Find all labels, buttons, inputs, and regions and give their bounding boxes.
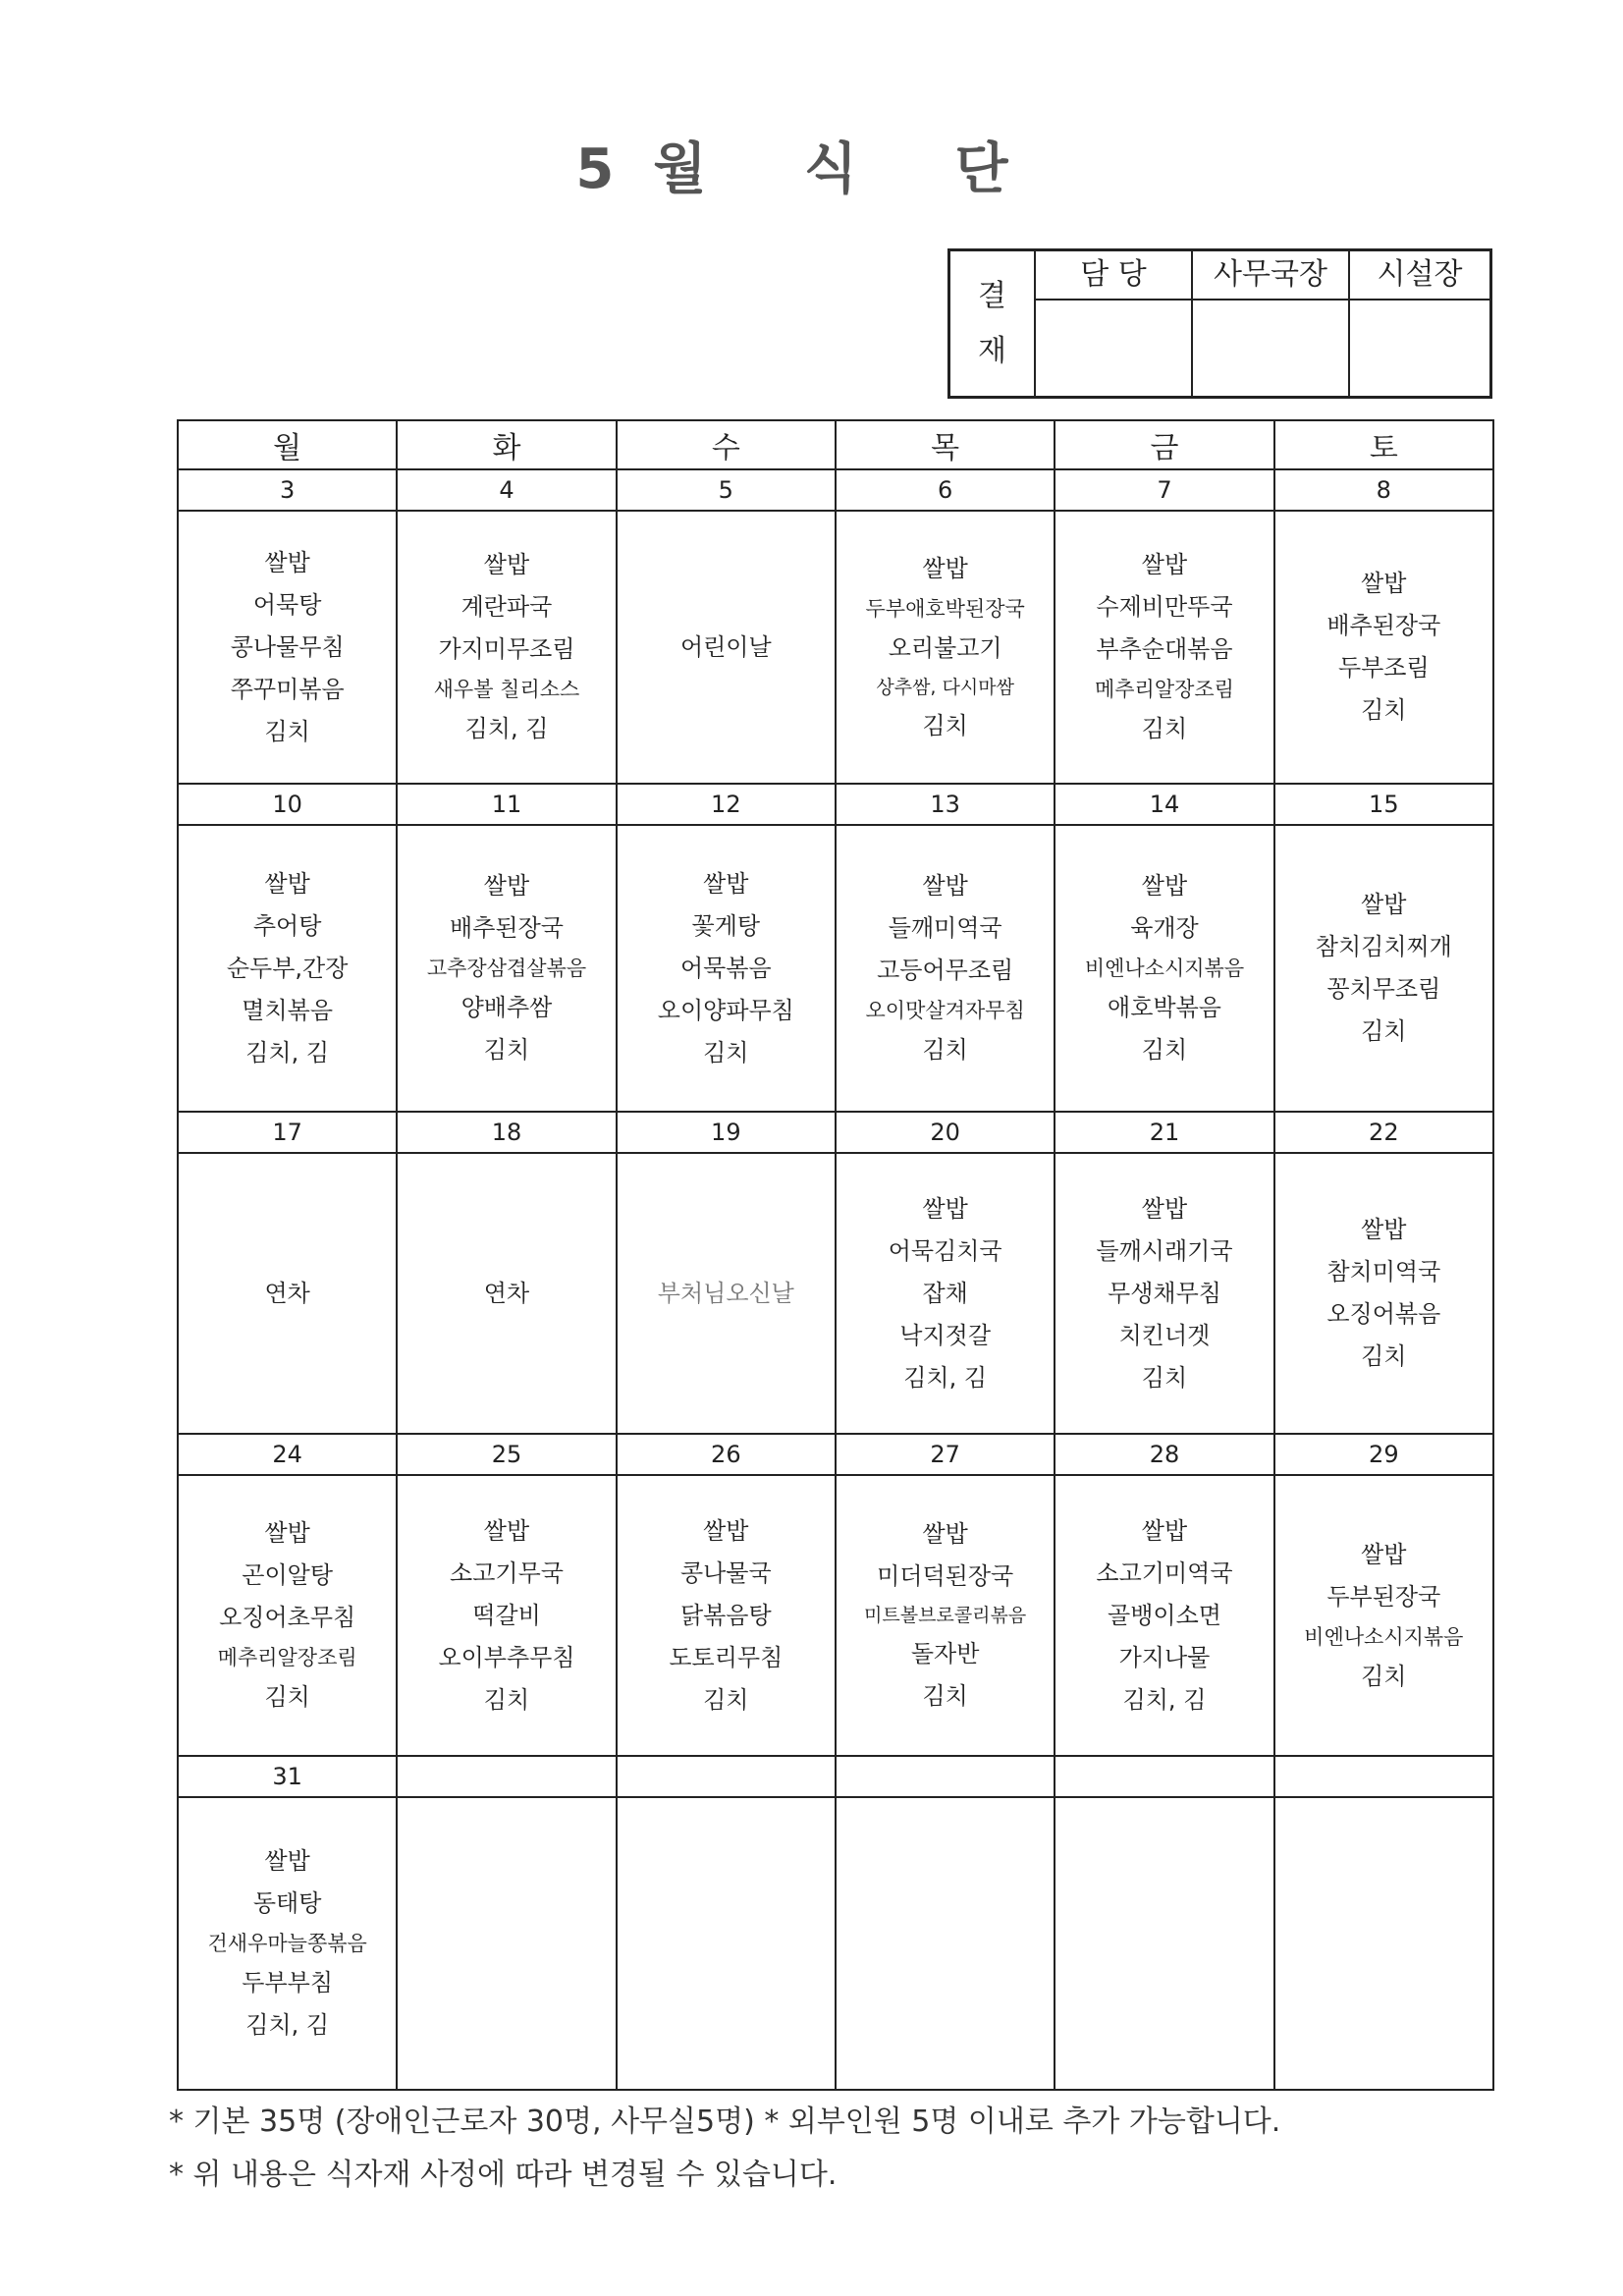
menu-item: 김치, 김 (1122, 1685, 1207, 1714)
date-cell: 18 (397, 1112, 616, 1153)
menu-item: 김치 (1141, 715, 1188, 742)
menu-item: 참치미역국 (1326, 1258, 1441, 1285)
menu-list (837, 1513, 1054, 1718)
menu-item: 배추된장국 (450, 914, 564, 942)
menu-item: 쌀밥 (1141, 872, 1188, 900)
menu-item: 들깨미역국 (888, 914, 1002, 942)
menu-item: 쌀밥 (264, 1847, 310, 1875)
menu-item: 쌀밥 (1141, 551, 1188, 578)
menu-list (1275, 884, 1492, 1053)
note-line: * 기본 35명 (장애인근로자 30명, 사무실5명) * 외부인원 5명 이내로 추가 가능합니다. (169, 2105, 1281, 2139)
menu-item: 김치 (922, 1036, 968, 1064)
menu-item: 오이부추무침 (438, 1643, 575, 1671)
menu-item: 오이맛살겨자무침 (865, 999, 1025, 1022)
date-cell: 10 (178, 784, 397, 825)
menu-item: 멸치볶음 (242, 996, 334, 1024)
date-cell (1274, 1756, 1493, 1797)
menu-item: 낙지젓갈 (899, 1321, 992, 1349)
menu-cell (617, 1797, 836, 2090)
menu-item: 쌀밥 (264, 1519, 310, 1547)
menu-cell (836, 825, 1055, 1112)
date-cell (617, 1756, 836, 1797)
date-cell: 7 (1055, 469, 1273, 511)
menu-item: 새우볼 칠리소스 (433, 678, 580, 701)
menu-list (398, 544, 615, 750)
menu-list (398, 865, 615, 1071)
date-cell: 27 (836, 1434, 1055, 1475)
date-row (178, 469, 1493, 511)
menu-list (618, 1510, 835, 1722)
menu-item: 김치 (1361, 1017, 1407, 1045)
menu-item: 곤이알탕 (242, 1561, 334, 1589)
menu-list (1055, 1510, 1272, 1722)
menu-item: 김치 (483, 1685, 530, 1714)
menu-item: 김치 (1361, 1662, 1407, 1690)
menu-item: 두부애호박된장국 (865, 596, 1025, 621)
menu-cell (1274, 1153, 1493, 1434)
menu-cell (617, 825, 836, 1112)
menu-list (398, 1273, 615, 1315)
menu-item: 도토리무침 (669, 1643, 784, 1671)
menu-item: 애호박볶음 (1108, 994, 1221, 1021)
menu-list (1275, 1534, 1492, 1698)
menu-cell (178, 1153, 397, 1434)
menu-item: 김치, 김 (464, 715, 549, 742)
menu-list (179, 1512, 396, 1719)
date-cell: 24 (178, 1434, 397, 1475)
menu-item: 순두부,간장 (226, 954, 349, 982)
menu-item: 쌀밥 (483, 1516, 530, 1545)
menu-item: 김치 (922, 1682, 968, 1710)
menu-item: 배추된장국 (1326, 612, 1441, 639)
menu-cell (1274, 1797, 1493, 2090)
menu-row (178, 825, 1493, 1112)
menu-item: 골뱅이소면 (1108, 1601, 1221, 1629)
menu-item: 쌀밥 (264, 548, 310, 576)
holiday-label: 연차 (483, 1279, 530, 1307)
menu-item: 김치 (264, 717, 310, 745)
signature-box-secretary (1193, 301, 1350, 399)
date-cell: 13 (836, 784, 1055, 825)
menu-item: 오이양파무침 (657, 996, 794, 1024)
menu-item: 잡채 (922, 1279, 968, 1307)
menu-item: 쌀밥 (1141, 1516, 1188, 1545)
weekday-header-row (178, 420, 1493, 469)
date-cell: 22 (1274, 1112, 1493, 1153)
menu-list (837, 548, 1054, 747)
menu-list (398, 1510, 615, 1722)
menu-item: 쌀밥 (922, 1194, 968, 1223)
date-cell: 25 (397, 1434, 616, 1475)
note-line: * 위 내용은 식자재 사정에 따라 변경될 수 있습니다. (169, 2158, 838, 2192)
date-row (178, 784, 1493, 825)
menu-row (178, 1797, 1493, 2090)
menu-item: 미트볼브로콜리볶음 (864, 1605, 1027, 1626)
menu-cell (1274, 825, 1493, 1112)
menu-item: 쌀밥 (483, 872, 530, 900)
menu-row (178, 1475, 1493, 1756)
menu-item: 메추리알장조림 (217, 1646, 357, 1669)
menu-item: 계란파국 (460, 593, 553, 621)
menu-item: 김치 (1141, 1036, 1188, 1064)
menu-list (837, 1188, 1054, 1399)
menu-item: 김치 (1141, 1363, 1188, 1392)
menu-item: 쌀밥 (264, 869, 310, 898)
date-cell: 20 (836, 1112, 1055, 1153)
menu-row (178, 511, 1493, 784)
menu-cell (1055, 825, 1273, 1112)
menu-list (618, 1273, 835, 1315)
date-cell (836, 1756, 1055, 1797)
menu-item: 가지나물 (1118, 1643, 1211, 1671)
holiday-label: 부처님오신날 (657, 1279, 794, 1307)
date-row (178, 1112, 1493, 1153)
date-cell (1055, 1756, 1273, 1797)
menu-item: 치킨너겟 (1118, 1321, 1211, 1349)
menu-item: 쌀밥 (703, 869, 749, 898)
menu-item: 닭볶음탕 (679, 1601, 772, 1629)
menu-list (1055, 544, 1272, 750)
menu-item: 쌀밥 (1361, 891, 1407, 918)
signature-box-director (1350, 301, 1489, 399)
menu-item: 오징어볶음 (1326, 1300, 1441, 1328)
date-cell (397, 1756, 616, 1797)
menu-item: 어묵김치국 (888, 1236, 1002, 1265)
menu-item: 가지미무조림 (438, 635, 575, 663)
menu-item: 비엔나소시지볶음 (1304, 1624, 1464, 1649)
menu-item: 무생채무침 (1108, 1279, 1221, 1307)
menu-item: 쭈꾸미볶음 (230, 675, 345, 703)
menu-item: 김치 (703, 1038, 749, 1066)
menu-cell (617, 1153, 836, 1434)
menu-list (1055, 1188, 1272, 1399)
menu-item: 쌀밥 (483, 551, 530, 578)
menu-item: 들깨시래기국 (1096, 1236, 1233, 1265)
signature-box-manager (1036, 301, 1193, 399)
date-cell: 19 (617, 1112, 836, 1153)
menu-item: 김치 (1361, 696, 1407, 724)
date-cell: 3 (178, 469, 397, 511)
menu-item: 김치 (703, 1685, 749, 1714)
weekday-header: 토 (1274, 420, 1493, 469)
menu-cell (617, 1475, 836, 1756)
menu-cell (178, 1797, 397, 2090)
weekday-header: 목 (836, 420, 1055, 469)
weekday-header: 금 (1055, 420, 1273, 469)
approval-header-char: 재 (978, 333, 1006, 368)
date-cell: 29 (1274, 1434, 1493, 1475)
menu-item: 소고기무국 (450, 1558, 564, 1587)
menu-item: 꽃게탕 (691, 911, 761, 940)
menu-cell (178, 1475, 397, 1756)
menu-item: 김치, 김 (903, 1363, 988, 1392)
menu-cell (397, 825, 616, 1112)
menu-cell (1055, 1153, 1273, 1434)
menu-item: 쌀밥 (922, 872, 968, 900)
menu-cell (178, 825, 397, 1112)
approval-role-director: 시설장 (1350, 251, 1489, 301)
holiday-label: 어린이날 (679, 632, 772, 661)
menu-item: 쌀밥 (1361, 1540, 1407, 1568)
approval-role-secretary: 사무국장 (1193, 251, 1350, 301)
weekday-header: 월 (178, 420, 397, 469)
date-cell: 15 (1274, 784, 1493, 825)
menu-cell (617, 511, 836, 784)
date-cell: 5 (617, 469, 836, 511)
menu-item: 상추쌈, 다시마쌈 (876, 676, 1014, 698)
menu-list (837, 865, 1054, 1071)
notes (169, 2096, 1543, 2202)
menu-item: 추어탕 (252, 911, 322, 940)
menu-item: 고등어무조림 (877, 957, 1014, 984)
menu-item: 두부조림 (1337, 654, 1430, 682)
menu-item: 두부된장국 (1326, 1582, 1441, 1611)
approval-box (947, 248, 1492, 399)
menu-item: 콩나물국 (679, 1558, 772, 1587)
menu-item: 두부부침 (242, 1969, 334, 1996)
holiday-label: 연차 (264, 1279, 310, 1307)
menu-item: 어묵탕 (252, 590, 322, 619)
menu-cell (1055, 511, 1273, 784)
menu-item: 쌀밥 (922, 554, 968, 582)
menu-row (178, 1153, 1493, 1434)
date-cell: 26 (617, 1434, 836, 1475)
menu-item: 돌자반 (910, 1640, 980, 1667)
approval-header (950, 251, 1036, 396)
menu-item: 김치, 김 (245, 2011, 330, 2039)
date-cell: 12 (617, 784, 836, 825)
menu-item: 육개장 (1130, 914, 1199, 942)
menu-item: 비엔나소시지볶음 (1084, 957, 1245, 980)
menu-list (618, 863, 835, 1074)
menu-cell (397, 1153, 616, 1434)
menu-cell (836, 1475, 1055, 1756)
menu-item: 김치 (264, 1683, 310, 1711)
menu-item: 쌀밥 (1141, 1194, 1188, 1223)
menu-item: 쌀밥 (1361, 1216, 1407, 1243)
menu-item: 오리불고기 (888, 633, 1002, 662)
menu-item: 양배추쌈 (460, 994, 553, 1021)
menu-item: 미더덕된장국 (877, 1562, 1014, 1590)
menu-cell (178, 511, 397, 784)
weekday-header: 수 (617, 420, 836, 469)
menu-item: 고추장삼겹살볶음 (426, 957, 587, 980)
menu-item: 쌀밥 (922, 1520, 968, 1548)
menu-item: 메추리알장조림 (1094, 678, 1234, 701)
menu-cell (397, 511, 616, 784)
date-cell: 8 (1274, 469, 1493, 511)
menu-cell (836, 511, 1055, 784)
menu-item: 동태탕 (252, 1889, 322, 1917)
menu-item: 어묵볶음 (679, 954, 772, 982)
approval-header-char: 결 (978, 278, 1006, 313)
menu-list (618, 627, 835, 669)
menu-list (1275, 1209, 1492, 1378)
menu-list (1055, 865, 1272, 1071)
menu-list (179, 863, 396, 1074)
menu-item: 김치 (483, 1036, 530, 1064)
menu-item: 쌀밥 (703, 1516, 749, 1545)
date-cell: 28 (1055, 1434, 1273, 1475)
date-cell: 11 (397, 784, 616, 825)
date-cell: 4 (397, 469, 616, 511)
page-title: 5월 식 단 (575, 137, 1048, 201)
menu-item: 김치 (922, 711, 968, 739)
date-row (178, 1756, 1493, 1797)
menu-item: 건새우마늘쫑볶음 (207, 1932, 367, 1955)
menu-calendar (177, 419, 1494, 2091)
menu-cell (836, 1797, 1055, 2090)
menu-cell (397, 1797, 616, 2090)
date-cell: 6 (836, 469, 1055, 511)
menu-list (1275, 563, 1492, 732)
menu-item: 오징어초무침 (219, 1604, 356, 1631)
date-row (178, 1434, 1493, 1475)
date-cell: 21 (1055, 1112, 1273, 1153)
approval-role-manager: 담 당 (1036, 251, 1193, 301)
menu-cell (836, 1153, 1055, 1434)
menu-cell (1274, 511, 1493, 784)
menu-item: 수제비만뚜국 (1096, 593, 1233, 621)
menu-list (179, 542, 396, 753)
menu-item: 부추순대볶음 (1096, 635, 1233, 663)
menu-cell (1055, 1475, 1273, 1756)
menu-item: 김치, 김 (245, 1038, 330, 1066)
menu-item: 떡갈비 (472, 1601, 541, 1629)
weekday-header: 화 (397, 420, 616, 469)
menu-item: 김치 (1361, 1342, 1407, 1370)
menu-item: 콩나물무침 (230, 632, 345, 661)
date-cell: 31 (178, 1756, 397, 1797)
menu-cell (1055, 1797, 1273, 2090)
menu-item: 참치김치찌개 (1315, 933, 1452, 960)
date-cell: 14 (1055, 784, 1273, 825)
menu-list (179, 1273, 396, 1315)
menu-cell (397, 1475, 616, 1756)
menu-cell (1274, 1475, 1493, 1756)
menu-item: 소고기미역국 (1096, 1558, 1233, 1587)
menu-item: 쌀밥 (1361, 570, 1407, 597)
date-cell: 17 (178, 1112, 397, 1153)
menu-item: 꽁치무조림 (1326, 975, 1441, 1003)
menu-list (179, 1840, 396, 2047)
